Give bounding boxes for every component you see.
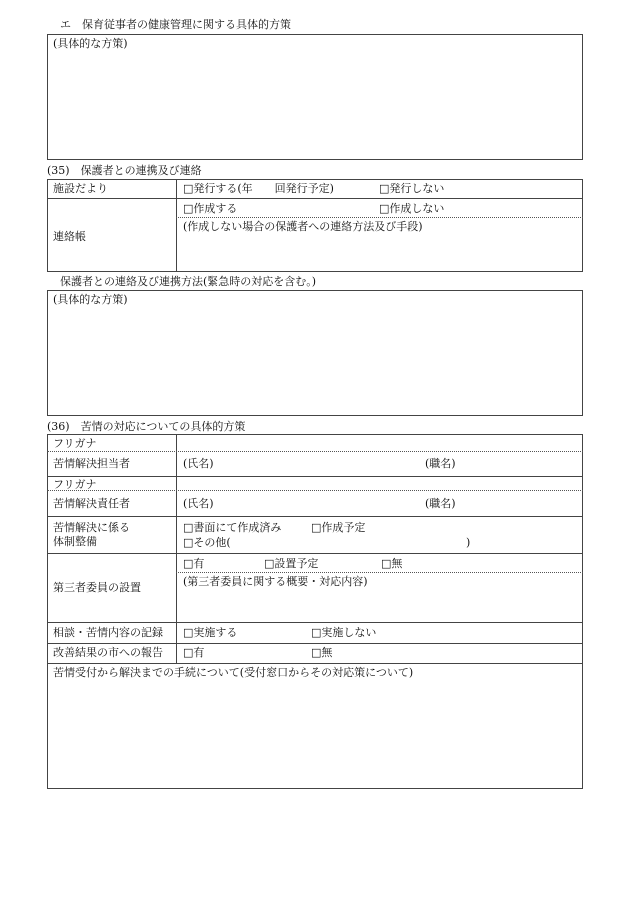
parent-liaison-box[interactable] bbox=[47, 290, 583, 416]
report-yes-checkbox[interactable]: □有 bbox=[183, 646, 205, 659]
procedure-label: 苦情受付から解決までの手続について(受付窓口からその対応策について) bbox=[53, 666, 414, 679]
report-label: 改善結果の市への報告 bbox=[53, 646, 163, 659]
system-other-close-paren: ) bbox=[466, 536, 471, 549]
report-no-checkbox[interactable]: □無 bbox=[311, 646, 333, 659]
section-e-heading: エ 保育従事者の健康管理に関する具体的方策 bbox=[60, 18, 291, 31]
responsible-name-field[interactable]: (氏名) bbox=[183, 497, 214, 510]
resolver-title-field[interactable]: (職名) bbox=[425, 457, 456, 470]
newsletter-issue-checkbox[interactable]: □発行する(年 回発行予定) bbox=[183, 182, 334, 195]
newsletter-no-issue-checkbox[interactable]: □発行しない bbox=[379, 182, 445, 195]
third-party-label: 第三者委員の設置 bbox=[53, 581, 141, 594]
system-label-line2: 体制整備 bbox=[53, 535, 97, 548]
procedure-text-area[interactable] bbox=[48, 680, 582, 788]
system-label-line1: 苦情解決に係る bbox=[53, 521, 130, 534]
third-party-no-checkbox[interactable]: □無 bbox=[381, 557, 403, 570]
third-party-yes-checkbox[interactable]: □有 bbox=[183, 557, 205, 570]
record-yes-checkbox[interactable]: □実施する bbox=[183, 626, 238, 639]
record-no-checkbox[interactable]: □実施しない bbox=[311, 626, 377, 639]
furigana-field-2[interactable] bbox=[177, 477, 582, 489]
complaint-responsible-label: 苦情解決責任者 bbox=[53, 497, 130, 510]
parent-liaison-label: (具体的な方策) bbox=[53, 293, 128, 306]
system-planned-checkbox[interactable]: □作成予定 bbox=[311, 521, 366, 534]
furigana-label-2: フリガナ bbox=[53, 478, 97, 491]
third-party-planned-checkbox[interactable]: □設置予定 bbox=[264, 557, 319, 570]
system-other-checkbox[interactable]: □その他( bbox=[183, 536, 231, 549]
responsible-title-field[interactable]: (職名) bbox=[425, 497, 456, 510]
contact-book-create-checkbox[interactable]: □作成する bbox=[183, 202, 238, 215]
parent-liaison-subheading: 保護者との連絡及び連携方法(緊急時の対応を含む。) bbox=[60, 275, 317, 288]
section-35-heading: (35) 保護者との連携及び連絡 bbox=[47, 164, 202, 177]
furigana-field-1[interactable] bbox=[177, 435, 582, 450]
health-measures-box[interactable] bbox=[47, 34, 583, 160]
complaint-resolver-label: 苦情解決担当者 bbox=[53, 457, 130, 470]
system-documented-checkbox[interactable]: □書面にて作成済み bbox=[183, 521, 282, 534]
contact-book-alt-method-label: (作成しない場合の保護者への連絡方法及び手段) bbox=[183, 220, 423, 233]
record-label: 相談・苦情内容の記録 bbox=[53, 626, 163, 639]
section-36-heading: (36) 苦情の対応についての具体的方策 bbox=[47, 420, 246, 433]
resolver-name-field[interactable]: (氏名) bbox=[183, 457, 214, 470]
third-party-note-label: (第三者委員に関する概要・対応内容) bbox=[183, 575, 368, 588]
newsletter-label: 施設だより bbox=[53, 182, 108, 195]
health-measures-label: (具体的な方策) bbox=[53, 37, 128, 50]
contact-book-label: 連絡帳 bbox=[53, 230, 86, 243]
furigana-label-1: フリガナ bbox=[53, 437, 97, 450]
contact-book-not-create-checkbox[interactable]: □作成しない bbox=[379, 202, 445, 215]
